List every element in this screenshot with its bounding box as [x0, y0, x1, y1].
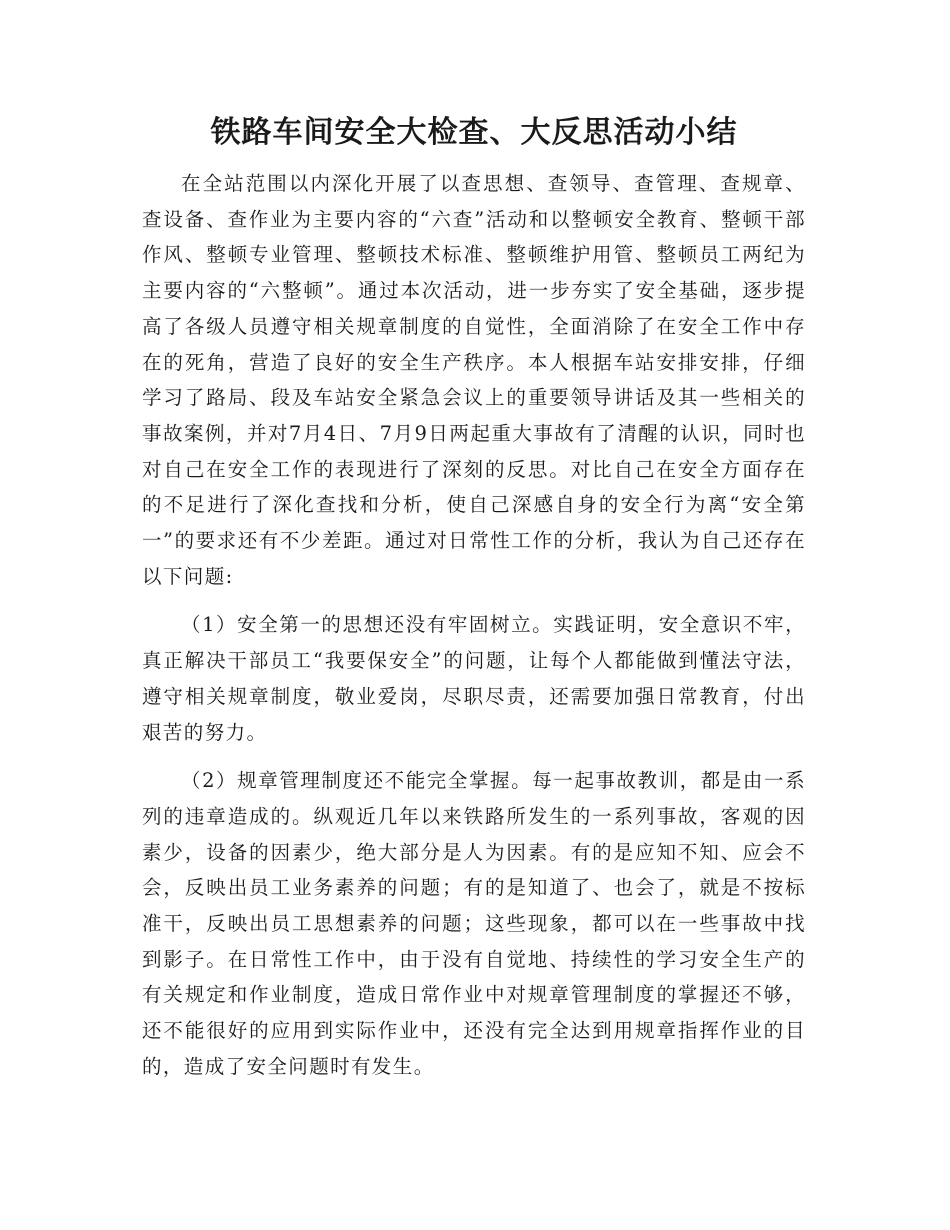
- paragraph-issue-1: （1）安全第一的思想还没有牢固树立。实践证明，安全意识不牢，真正解决干部员工“我要保安全”的问题，让每个人都能做到懂法守法，遵守相关规章制度，敬业爱岗，尽职尽责，还需要加强日常教育，付出艰苦的努力。: [142, 613, 806, 744]
- paragraph-issue-2: （2）规章管理制度还不能完全掌握。每一起事故教训，都是由一系列的违章造成的。纵观近几年以来铁路所发生的一系列事故，客观的因素少，设备的因素少，绝大部分是人为因素。有的是应知不知、应会不会，反映出员工业务素养的问题；有的是知道了、也会了，就是不按标准干，反映出员工思想素养的问题；这些现象，都可以在一些事故中找到影子。在日常性工作中，由于没有自觉地、持续性的学习安全生产的有关规定和作业制度，造成日常作业中对规章管理制度的掌握还不够，还不能很好的应用到实际作业中，还没有完全达到用规章指挥作业的目的，造成了安全问题时有发生。: [142, 769, 806, 1078]
- document-title: 铁路车间安全大检查、大反思活动小结: [210, 115, 738, 150]
- document-page: [142, 108, 806, 1085]
- paragraph-intro: 在全站范围以内深化开展了以查思想、查领导、查管理、查规章、查设备、查作业为主要内容的“六查”活动和以整顿安全教育、整顿干部作风、整顿专业管理、整顿技术标准、整顿维护用管、整顿员工两纪为主要内容的“六整顿”。通过本次活动，进一步夯实了安全基础，逐步提高了各级人员遵守相关规章制度的自觉性，全面消除了在安全工作中存在的死角，营造了良好的安全生产秩序。本人根据车站安排安排，仔细学习了路局、段及车站安全紧急会议上的重要领导讲话及其一些相关的事故案例，并对7月4日、7月9日两起重大事故有了清醒的认识，同时也对自己在安全工作的表现进行了深刻的反思。对比自己在安全方面存在的不足进行了深化查找和分析，使自己深感自身的安全行为离“安全第一”的要求还有不少差距。通过对日常性工作的分析，我认为自己还存在以下问题:: [142, 172, 806, 588]
